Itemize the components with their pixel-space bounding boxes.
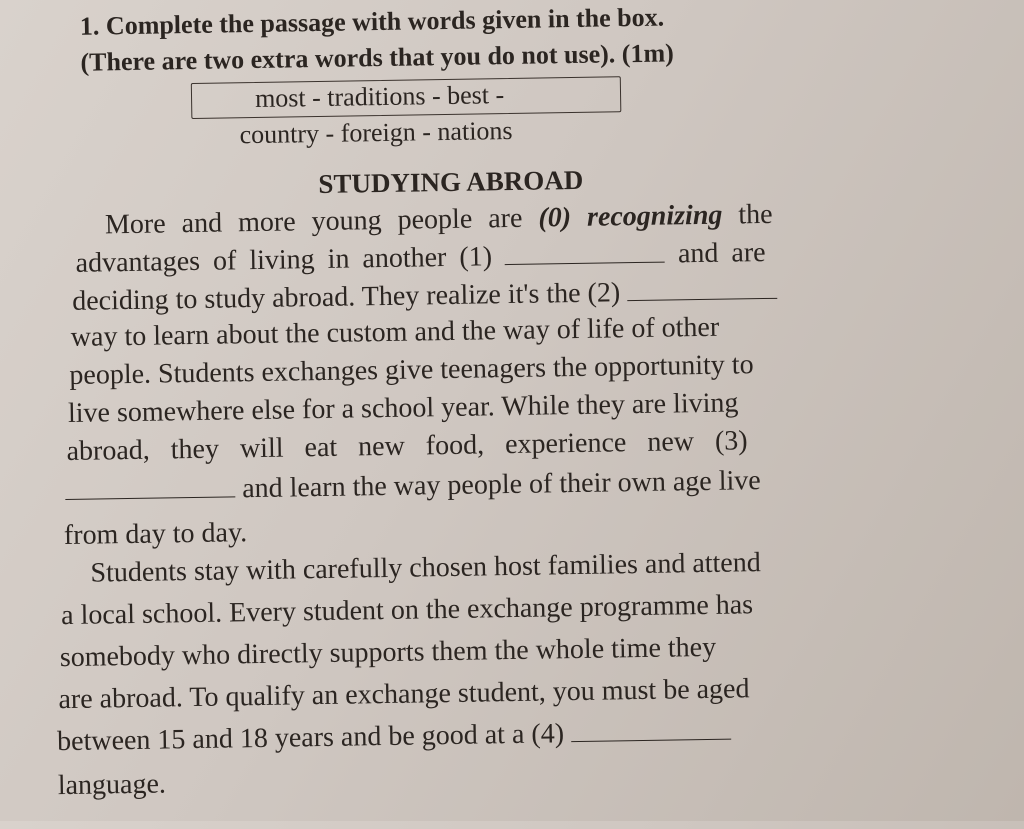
passage-line-6: live somewhere else for a school year. While they are living <box>67 387 739 429</box>
text-segment: the <box>722 198 773 231</box>
heading-line-1: 1. Complete the passage with words given in the box. <box>79 2 665 41</box>
passage-line-10: Students stay with carefully chosen host families and attend <box>90 547 761 589</box>
text-segment: and are <box>664 236 766 270</box>
heading-line-2: (There are two extra words that you do not use). (1m) <box>80 38 674 77</box>
passage-line-8 <box>65 464 761 509</box>
passage-line-7: abroad, they will eat new food, experience new (3) <box>66 425 748 467</box>
passage-line-14 <box>57 715 731 760</box>
passage-line-13: are abroad. To qualify an exchange student, you must be aged <box>58 673 750 716</box>
text-segment: between 15 and 18 years and be good at a (4) <box>56 718 572 758</box>
text-segment: and learn the way people of their own age live <box>234 465 761 505</box>
text-segment: advantages of living in another (1) <box>75 241 506 279</box>
passage-line-11: a local school. Every student on the exchange programme has <box>60 589 754 632</box>
answer-blank-3[interactable] <box>65 472 235 500</box>
word-box-line-2: country - foreign - nations <box>239 115 513 150</box>
answer-blank-4[interactable] <box>571 715 731 743</box>
passage-line-1 <box>105 198 773 242</box>
answer-blank-2[interactable] <box>627 274 777 301</box>
passage-line-9: from day to day. <box>63 517 248 552</box>
word-box-line-1: most - traditions - best - <box>254 80 505 113</box>
passage-line-15: language. <box>57 768 167 802</box>
passage-line-12: somebody who directly supports them the whole time they <box>59 631 717 674</box>
passage-line-2 <box>75 236 765 281</box>
answer-blank-1[interactable] <box>505 238 665 266</box>
text-segment: More and more young people are <box>104 202 539 241</box>
passage-title: STUDYING ABROAD <box>318 164 584 200</box>
exercise-heading <box>80 0 674 81</box>
passage-line-5: people. Students exchanges give teenagers the opportunity to <box>69 349 754 391</box>
text-segment: deciding to study abroad. They realize it's the (2) <box>71 277 628 317</box>
example-answer: (0) recognizing <box>538 199 723 234</box>
passage-line-4: way to learn about the custom and the way of life of other <box>70 311 720 353</box>
